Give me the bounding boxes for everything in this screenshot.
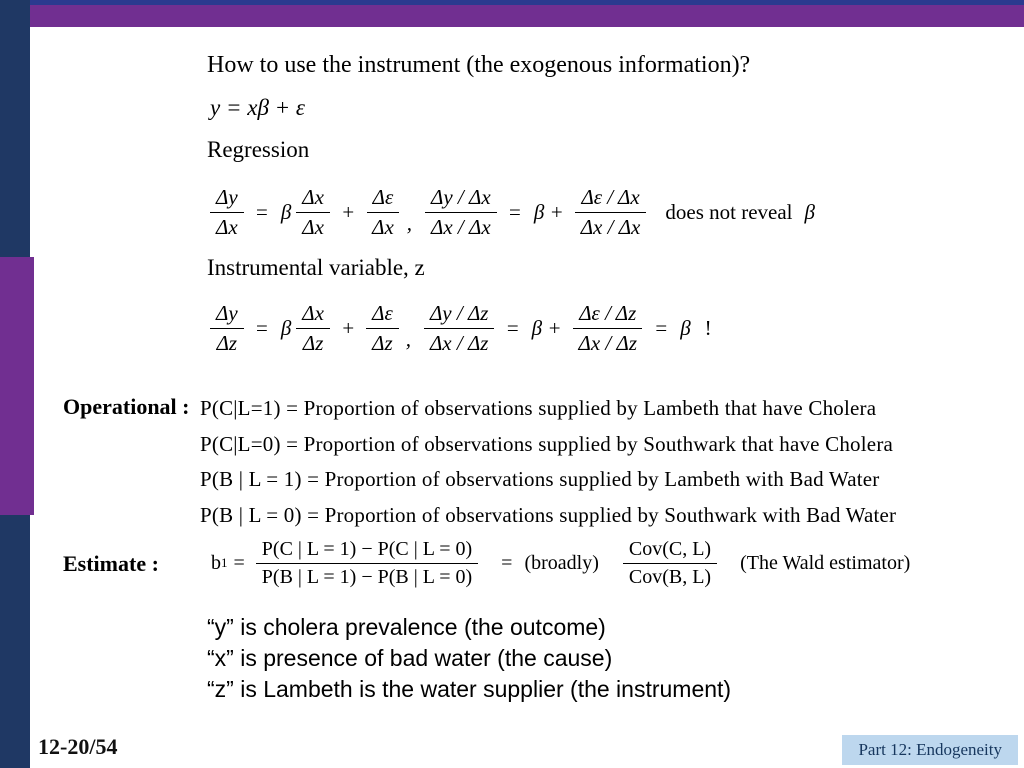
fraction: $\frac{\text{Cov(C, L)}}{\text{Cov(B, L)}}$ <box>623 538 717 589</box>
fraction: $\frac{P(C | L = 1) - P(C | L = 0)}{P(B | L = 1) - P(B | L = 0)}$ <box>256 538 478 589</box>
operational-line: P(B | L = 1) = Proportion of observations supplied by Lambeth with Bad Water <box>200 467 880 491</box>
math-text: β + <box>533 199 564 224</box>
iv-equation <box>205 288 718 368</box>
math-text: , <box>405 327 411 351</box>
regression-label: Regression <box>207 137 310 162</box>
math-text: (The Wald estimator) <box>740 551 911 574</box>
variable-notes <box>207 612 731 705</box>
note-line: “z” is Lambeth is the water supplier (the instrument) <box>207 676 732 702</box>
operational-line: P(C|L=0) = Proportion of observations supplied by Southwark that have Cholera <box>200 431 894 456</box>
operational-line: P(B | L = 0) = Proportion of observations supplied by Southwark with Bad Water <box>200 502 897 527</box>
math-text: b <box>211 551 221 574</box>
page-number: 12-20/54 <box>38 734 118 759</box>
fraction: $\frac{\Delta x}{\Delta x}$ <box>296 185 330 240</box>
fraction: $\frac{\Delta\varepsilon / \Delta z}{\Delta x / \Delta z}$ <box>573 301 643 356</box>
operational-lines <box>200 391 896 533</box>
fraction: $\frac{\Delta y / \Delta z}{\Delta x / \Delta z}$ <box>424 301 494 356</box>
fraction: $\frac{\Delta x}{\Delta z}$ <box>296 301 330 356</box>
math-text: = <box>654 315 669 340</box>
math-text: = <box>505 315 520 340</box>
slide-title: How to use the instrument (the exogenous information)? <box>207 52 751 78</box>
note-line: “x” is presence of bad water (the cause) <box>207 645 613 671</box>
math-text: ! <box>704 315 712 340</box>
fraction: $\frac{\Delta y}{\Delta x}$ <box>210 185 244 240</box>
math-text: β <box>280 199 292 224</box>
subscript: 1 <box>221 555 228 570</box>
math-text: does not reveal <box>665 199 793 224</box>
math-text: = <box>254 199 269 224</box>
operational-line: P(C|L=1) = Proportion of observations supplied by Lambeth that have Cholera <box>200 396 877 420</box>
estimate-equation <box>205 530 916 596</box>
math-text: = <box>507 199 522 224</box>
regression-equation <box>205 172 815 252</box>
fraction: $\frac{\Delta\varepsilon}{\Delta x}$ <box>366 185 400 240</box>
math-text: β <box>680 315 691 340</box>
math-text: + <box>340 315 356 340</box>
math-text: β <box>280 315 292 340</box>
left-rail-top <box>0 0 30 257</box>
math-text: = <box>233 551 245 574</box>
fraction: $\frac{\Delta\varepsilon}{\Delta z}$ <box>366 301 399 356</box>
note-line: “y” is cholera prevalence (the outcome) <box>207 614 606 640</box>
footer-badge: Part 12: Endogeneity <box>842 735 1018 765</box>
model-equation: y = xβ + ε <box>210 95 305 120</box>
operational-label: Operational : <box>63 394 190 419</box>
fraction: $\frac{\Delta y / \Delta x}{\Delta x / \Delta x}$ <box>425 185 497 240</box>
math-text: , <box>406 211 413 235</box>
estimate-label: Estimate : <box>63 551 159 576</box>
math-text: β + <box>531 315 562 340</box>
instrumental-variable-label: Instrumental variable, z <box>207 255 425 280</box>
math-text: β <box>804 199 815 224</box>
fraction: $\frac{\Delta y}{\Delta z}$ <box>210 301 244 356</box>
left-rail-purple <box>0 257 34 515</box>
math-text: (broadly) <box>524 551 599 574</box>
math-text: + <box>340 199 356 224</box>
top-accent-bar <box>30 5 1024 27</box>
math-text: = <box>254 315 269 340</box>
fraction: $\frac{\Delta\varepsilon / \Delta x}{\Delta x / \Delta x}$ <box>575 185 647 240</box>
math-text: = <box>501 551 513 574</box>
left-rail-bottom <box>0 515 30 768</box>
